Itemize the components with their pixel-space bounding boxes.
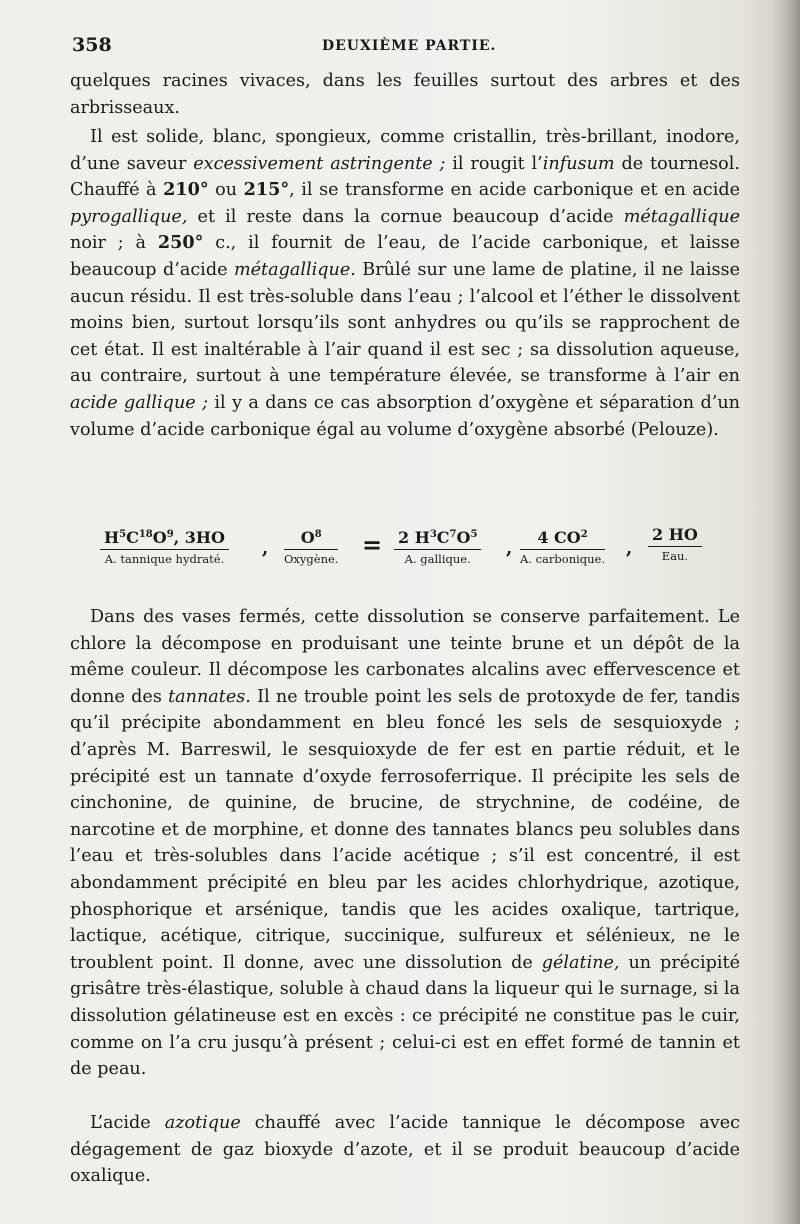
paragraph-4 (70, 1110, 740, 1190)
italic-run: acide gallique ; (70, 392, 209, 413)
italic-run: infusum (542, 153, 615, 174)
text-run: Il ne trouble point les sels de protoxyde de fer, tandis qu’il précipite abondamment en bleu foncé les sels de sesquioxyde ; d’après M. Barreswil, le sesquioxyde de fer est en partie réduit, et le précipité est un tannate d’oxyde ferrosoferrique. Il précipite les sels de cinchonine, de quinine, de brucine, de strychnine, de codéine, de narcotine et de morphine, et donne des tannates blancs peu solubles dans l’eau et très-solubles dans l’acide acétique ; s’il est concentré, il est abondamment précipité en bleu par les acides chlorhydrique, azotique, phosphorique et arsénique, tandis que les acides oxalique, tartrique, lactique, acétique, citrique, succinique, sulfureux et sélénieux, ne le troublent point. Il donne, avec une dissolution de (70, 686, 740, 973)
text-run: chauffé avec l’acide tannique le décompose avec dégagement de gaz bioxyde d’azote, et il se produit beaucoup d’acide oxalique. (70, 1113, 741, 1187)
text-run: ou (208, 180, 244, 201)
italic-run: azotique (164, 1113, 241, 1133)
equation-comma: , (262, 538, 269, 559)
formula-label: Oxygène. (284, 552, 339, 566)
paragraph-2 (70, 124, 740, 443)
text-run: et il reste dans la cornue beaucoup d’acide (187, 206, 624, 227)
text-run: L’acide (90, 1113, 165, 1133)
formula-label: A. tannique hydraté. (104, 552, 225, 566)
formula: $O^8$ (284, 524, 338, 550)
text-run: un précipité grisâtre très-élastique, soluble à chaud dans la liqueur qui le surnage, si la dissolution gélatineuse est en excès : ce précipité ne constitue pas le cuir, comme on l’a cru jusqu’à présent ; celui-ci est en effet formé de tannin et de peau. (70, 952, 740, 1080)
formula: 4 $CO^2$ (520, 524, 605, 550)
running-head: DEUXIÈME PARTIE. (322, 38, 497, 54)
text-run: , il se transforme en acide carbonique et en acide (289, 180, 741, 201)
equation-term-water (648, 524, 702, 563)
paragraph-1 (70, 68, 740, 121)
italic-run: pyrogallique, (70, 206, 188, 227)
text-run: il y a dans ce cas absorption d’oxygène et séparation d’un volume d’acide carbonique égal au volume d’oxygène absorbé (Pelouze). (70, 392, 740, 440)
chemical-equation (100, 524, 720, 580)
italic-run: gélatine, (541, 952, 620, 973)
formula: 2 HO (648, 524, 702, 547)
italic-run: tannates. (168, 686, 251, 707)
text-run: noir ; à (70, 233, 158, 254)
temperature: 250° (157, 232, 204, 254)
page-edge-shadow (772, 0, 800, 1224)
formula-label: Eau. (661, 549, 689, 563)
page-number: 358 (72, 34, 112, 56)
formula: $H^5C^{18}O^9$, 3HO (100, 524, 229, 550)
page-header (72, 34, 740, 60)
temperature: 210° (163, 179, 209, 201)
formula: 2 $H^3C^7O^5$ (394, 524, 481, 550)
text-run: Il est solide, blanc, spongieux, comme cristallin, très-brillant, inodore, d’une saveur (70, 127, 740, 174)
italic-run: métagallique (623, 206, 740, 227)
text-run: c., il fournit de l’eau, de l’acide carbonique, et laisse beaucoup d’acide (70, 233, 740, 280)
text-run: Dans des vases fermés, cette dissolution se conserve parfaitement. Le chlore la décompose en produisant une teinte brune et un dépôt de la même couleur. Il décompose les carbonates alcalins avec effervescence et donne des (70, 607, 740, 707)
italic-run: métagallique. (233, 259, 356, 280)
italic-run: excessivement astringente ; (193, 153, 446, 174)
formula-label: A. gallique. (404, 552, 471, 566)
formula-label: A. carbonique. (520, 552, 606, 566)
equation-term-carbonic-acid (520, 524, 605, 566)
equation-term-oxygen (284, 524, 338, 566)
equation-term-tannic-acid (100, 524, 229, 566)
equation-equals: = (362, 530, 383, 559)
text-run: il rougit l’ (445, 153, 543, 174)
equation-comma: , (626, 538, 633, 559)
equation-term-gallic-acid (394, 524, 481, 566)
paragraph-3 (70, 604, 740, 1083)
temperature: 215° (243, 179, 290, 201)
text-run: de tournesol. Chauffé à (70, 153, 740, 201)
text-run: Brûlé sur une lame de platine, il ne laisse aucun résidu. Il est très-soluble dans l’eau ; l’alcool et l’éther le dissolvent moins bien, surtout lorsqu’ils sont anhydres ou qu’ils se rapprochent de cet état. Il est inaltérable à l’air quand il est sec ; sa dissolution aqueuse, au contraire, surtout à une température élevée, se transforme à l’air en (70, 259, 740, 387)
text-run: quelques racines vivaces, dans les feuilles surtout des arbres et des arbrisseaux. (70, 71, 740, 118)
equation-comma: , (506, 538, 513, 559)
